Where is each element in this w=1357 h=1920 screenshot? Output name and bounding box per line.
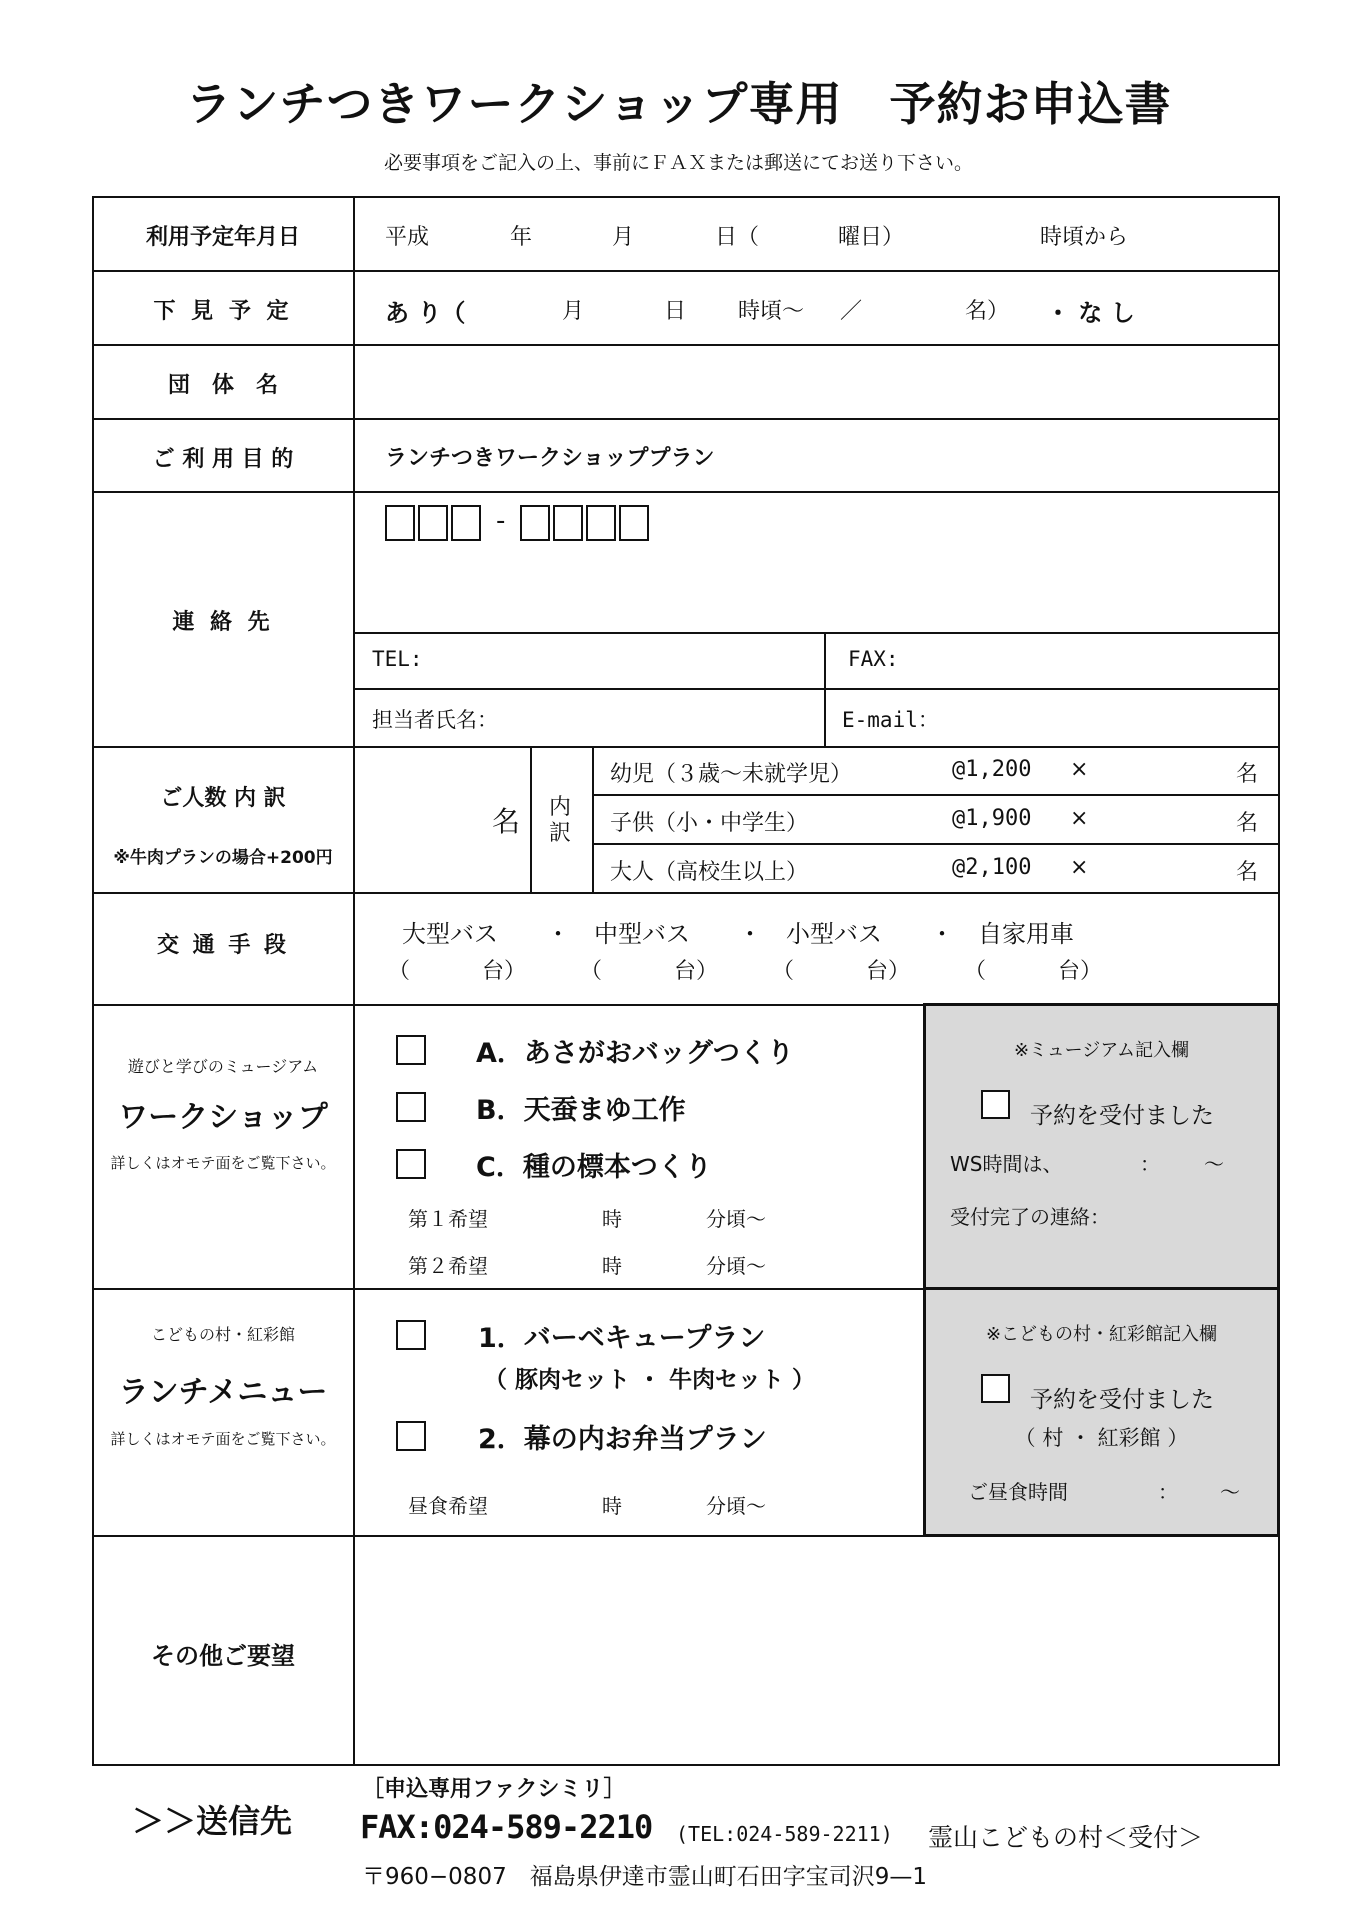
- workshop-hour: 時: [602, 1254, 622, 1278]
- transport-count-open: （: [964, 959, 987, 984]
- contact-divider: [824, 632, 826, 746]
- workshop-option: B．天蚕まゆ工作: [476, 1095, 686, 1126]
- other-label: その他ご要望: [151, 1642, 295, 1670]
- preview-people: 名）: [965, 299, 1010, 324]
- date-year: 年: [510, 225, 533, 250]
- row-line: [93, 746, 1279, 748]
- transport-count-open: （: [388, 959, 411, 984]
- group-name-field[interactable]: [356, 346, 1276, 416]
- lunch-bento-checkbox[interactable]: [396, 1421, 426, 1451]
- people-note: ※牛肉プランの場合+200円: [113, 848, 333, 868]
- date-label: 利用予定年月日: [145, 225, 300, 250]
- zip-box[interactable]: [619, 505, 649, 541]
- purpose-label: ご 利 用 目 的: [152, 447, 294, 472]
- transport-option[interactable]: 自家用車: [978, 920, 1074, 948]
- preview-nashi[interactable]: ・ な し: [1046, 299, 1135, 327]
- group-label: 団 体 名: [167, 373, 278, 398]
- purpose-value: ランチつきワークショッププラン: [385, 446, 715, 471]
- people-item-unit: 名: [1236, 762, 1259, 787]
- fax-title: ［申込専用ファクシミリ］: [362, 1777, 626, 1802]
- fax-number: FAX:024-589-2210: [360, 1808, 653, 1846]
- transport-count-unit: 台）: [674, 959, 719, 984]
- transport-sep: ・: [546, 920, 570, 948]
- workshop-minute: 分頃〜: [706, 1207, 766, 1231]
- contact-line: [354, 688, 1279, 690]
- people-line: [593, 794, 1279, 796]
- preview-ari[interactable]: あ り（: [385, 299, 466, 327]
- workshop-sub: 遊びと学びのミュージアム: [127, 1057, 319, 1076]
- row-line: [93, 270, 1279, 272]
- preview-label: 下 見 予 定: [153, 299, 293, 324]
- workshop-hour: 時: [602, 1207, 622, 1231]
- museum-done: 受付完了の連絡：: [950, 1205, 1110, 1229]
- people-divider: [530, 746, 532, 892]
- zip-box[interactable]: [553, 505, 583, 541]
- zip-box[interactable]: [520, 505, 550, 541]
- date-weekday: 曜日）: [838, 225, 905, 250]
- museum-received-checkbox[interactable]: [981, 1090, 1010, 1119]
- preview-time: 時頃〜: [738, 299, 805, 324]
- row-line: [93, 491, 1279, 493]
- people-item-unit: 名: [1236, 811, 1259, 836]
- address: 〒960−0807 福島県伊達市霊山町石田字宝司沢9—1: [362, 1864, 927, 1890]
- workshop-wish1: 第１希望: [408, 1207, 488, 1231]
- transport-count-unit: 台）: [1058, 959, 1103, 984]
- village-received-checkbox[interactable]: [981, 1374, 1010, 1403]
- transport-count-unit: 台）: [482, 959, 527, 984]
- workshop-detail: 詳しくはオモテ面をご覧下さい。: [110, 1154, 336, 1172]
- row-line: [93, 892, 1279, 894]
- museum-ws-time: WS時間は、: [950, 1152, 1063, 1176]
- people-item-times: ×: [1070, 757, 1089, 782]
- museum-office-title: ※ミュージアム記入欄: [1013, 1040, 1190, 1061]
- fax-label: FAX:: [848, 647, 899, 671]
- preview-slash: ／: [840, 299, 863, 324]
- people-label: ご人数 内 訳: [160, 786, 286, 811]
- museum-received: 予約を受付ました: [1030, 1103, 1214, 1129]
- transport-label: 交 通 手 段: [157, 933, 289, 958]
- people-item-name: 子供（小・中学生）: [610, 811, 809, 836]
- village-place: （ 村 ・ 紅彩館 ）: [1014, 1426, 1189, 1450]
- lunch-detail: 詳しくはオモテ面をご覧下さい。: [110, 1430, 336, 1448]
- date-from: 時頃から: [1040, 225, 1129, 250]
- tel-number: (TEL:024-589-2211): [676, 1822, 893, 1846]
- transport-sep: ・: [738, 920, 762, 948]
- workshop-option: A．あさがおバッグつくり: [476, 1038, 794, 1069]
- people-item-times: ×: [1070, 806, 1089, 831]
- village-colon: ：: [1158, 1480, 1178, 1504]
- workshop-c-checkbox[interactable]: [396, 1149, 426, 1179]
- workshop-wish2: 第２希望: [408, 1254, 488, 1278]
- zip-dash: -: [496, 506, 506, 536]
- zip-box[interactable]: [586, 505, 616, 541]
- workshop-b-checkbox[interactable]: [396, 1092, 426, 1122]
- breakdown-label: 内: [549, 795, 572, 820]
- people-item-name: 大人（高校生以上）: [610, 860, 809, 885]
- lunch-sub: こどもの村・紅彩館: [150, 1325, 295, 1344]
- organization: 霊山こどもの村＜受付＞: [928, 1823, 1204, 1852]
- preview-month: 月: [562, 299, 585, 324]
- people-divider: [592, 746, 594, 892]
- lunch-label: ランチメニュー: [118, 1375, 328, 1410]
- workshop-a-checkbox[interactable]: [396, 1035, 426, 1065]
- page-title: ランチつきワークショップ専用 予約お申込書: [185, 77, 1172, 131]
- people-item-unit: 名: [1236, 860, 1259, 885]
- museum-colon: ：: [1140, 1152, 1160, 1176]
- village-time: ご昼食時間: [968, 1480, 1068, 1504]
- email-label: E-mail：: [842, 708, 939, 732]
- lunch-option1-sub: （ 豚肉セット ・ 牛肉セット ）: [484, 1367, 816, 1393]
- transport-option[interactable]: 中型バス: [594, 920, 690, 948]
- date-month: 月: [612, 225, 635, 250]
- zip-box[interactable]: [385, 505, 415, 541]
- people-line: [593, 843, 1279, 845]
- workshop-minute: 分頃〜: [706, 1254, 766, 1278]
- label-divider: [353, 197, 355, 1765]
- transport-count-unit: 台）: [866, 959, 911, 984]
- zip-box[interactable]: [451, 505, 481, 541]
- lunch-minute: 分頃〜: [706, 1494, 766, 1518]
- people-item-price: @1,900: [952, 806, 1032, 831]
- people-item-times: ×: [1070, 855, 1089, 880]
- lunch-option1: 1．バーベキュープラン: [478, 1323, 766, 1354]
- tel-label: TEL:: [372, 647, 423, 671]
- send-to-label: ＞＞送信先: [132, 1802, 293, 1840]
- village-tilde: 〜: [1220, 1480, 1240, 1504]
- workshop-label: ワークショップ: [118, 1100, 328, 1135]
- lunch-hour: 時: [602, 1494, 622, 1518]
- village-office-title: ※こどもの村・紅彩館記入欄: [985, 1324, 1218, 1345]
- village-received: 予約を受付ました: [1030, 1387, 1214, 1413]
- people-item-name: 幼児（３歳〜未就学児）: [610, 762, 853, 787]
- transport-sep: ・: [930, 920, 954, 948]
- breakdown-label: 訳: [549, 821, 572, 846]
- contact-line: [354, 632, 1279, 634]
- people-item-price: @1,200: [952, 757, 1032, 782]
- person-label: 担当者氏名：: [372, 708, 498, 732]
- lunch-option2: 2．幕の内お弁当プラン: [478, 1424, 767, 1455]
- transport-count-open: （: [772, 959, 795, 984]
- date-day: 日（: [715, 225, 760, 250]
- zip-box[interactable]: [418, 505, 448, 541]
- preview-day: 日: [664, 299, 687, 324]
- people-total-unit: 名: [492, 805, 521, 838]
- date-era: 平成: [385, 225, 430, 250]
- page-subtitle: 必要事項をご記入の上、事前にＦＡＸまたは郵送にてお送り下さい。: [383, 152, 973, 174]
- people-item-price: @2,100: [952, 855, 1032, 880]
- workshop-option: C．種の標本つくり: [476, 1152, 712, 1183]
- lunch-wish: 昼食希望: [408, 1494, 488, 1518]
- lunch-bbq-checkbox[interactable]: [396, 1320, 426, 1350]
- other-requests-field[interactable]: [356, 1538, 1276, 1762]
- transport-count-open: （: [580, 959, 603, 984]
- row-line: [93, 418, 1279, 420]
- contact-label: 連 絡 先: [172, 610, 274, 635]
- museum-tilde: 〜: [1204, 1152, 1224, 1176]
- transport-option[interactable]: 大型バス: [402, 920, 498, 948]
- transport-option[interactable]: 小型バス: [786, 920, 882, 948]
